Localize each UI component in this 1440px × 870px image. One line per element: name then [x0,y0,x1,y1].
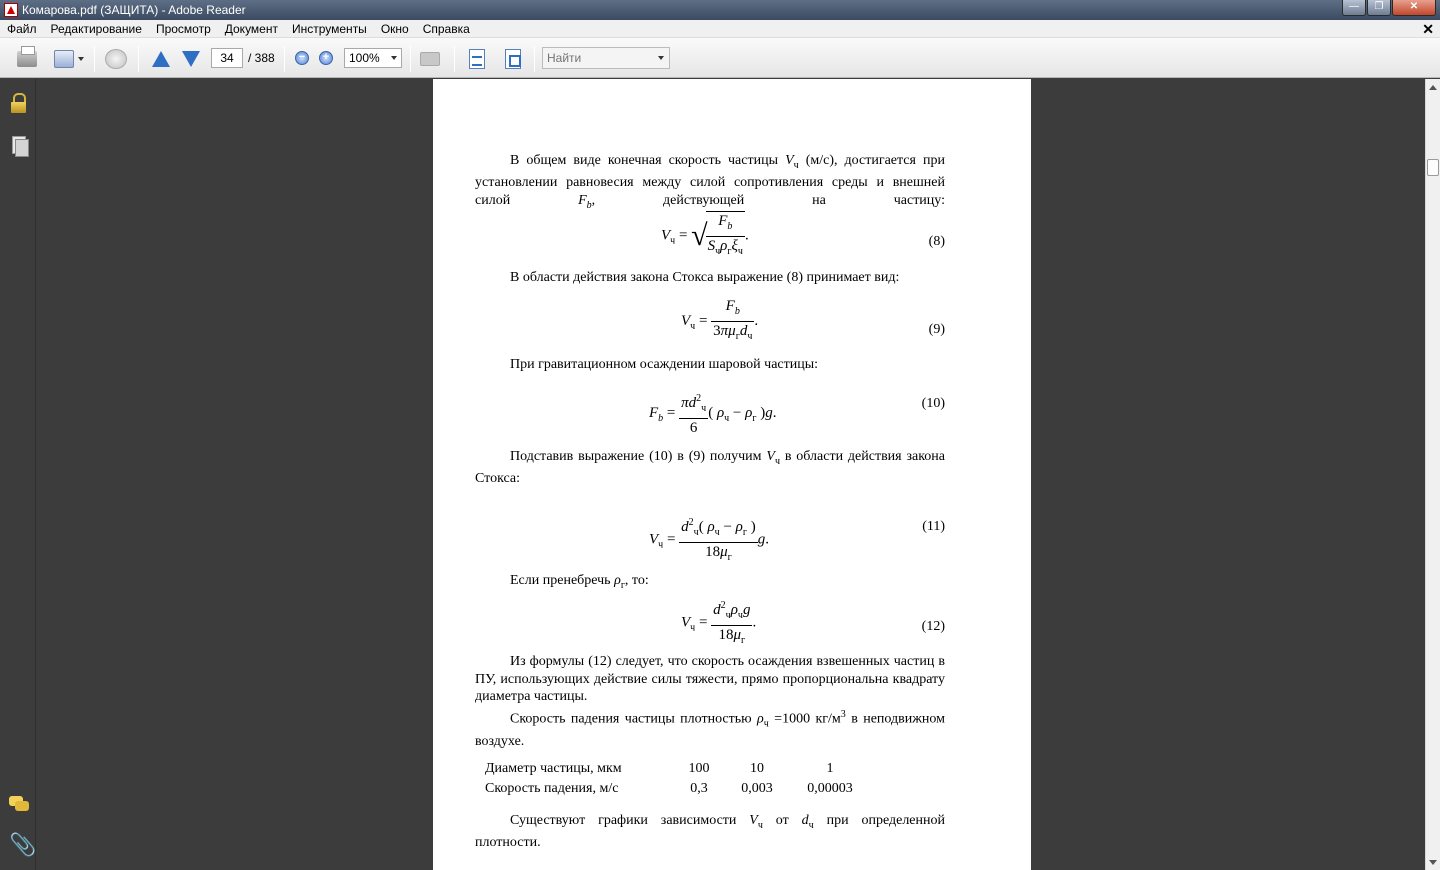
chevron-down-icon [78,57,84,61]
zoom-value: 100% [349,51,380,65]
equation-number: (11) [922,519,945,534]
chevron-down-icon [391,56,397,60]
document-viewer[interactable] [37,79,1425,870]
arrow-up-icon [152,51,170,67]
menu-file[interactable]: Файл [7,21,37,36]
toolbar-divider [534,46,535,72]
page-number-input[interactable] [211,48,243,68]
arrow-down-icon [182,51,200,67]
scroll-down-icon[interactable] [1429,860,1437,865]
equation-number: (8) [928,234,945,249]
printer-icon [17,51,37,67]
zoom-in-button[interactable]: + [319,51,333,65]
toolbar-divider [454,46,455,72]
close-document-icon[interactable]: ✕ [1422,21,1434,37]
paragraph-6: Из формулы (12) следует, что скорость осаждения взвешенных частиц в ПУ, использующих действие силы тяжести, прямо пропорциональна квадрату диаметра частицы. [475,654,945,705]
table-row: Скорость падения, м/с 0,3 0,003 0,00003 [485,781,853,796]
vertical-scrollbar[interactable] [1425,79,1440,870]
title-bar [0,0,1440,20]
navigation-panel [0,79,36,870]
scroll-up-icon[interactable] [1429,85,1437,90]
collaborate-button[interactable] [102,48,130,70]
paragraph-4: Подставив выражение (10) в (9) получим $V_ч$ в области действия закона Стокса: [475,449,946,487]
window-title: Комарова.pdf (ЗАЩИТА) - Adobe Reader [22,3,246,17]
paragraph-1: В общем виде конечная скорость частицы $V_ч$ (м/с), достигается при установлении равновесия между силой сопротивления среды и внешней силой $F_b$, действующей на частицу: [475,153,945,211]
share-icon [105,49,127,69]
adobe-reader-icon [4,3,18,17]
window-controls [1342,0,1436,16]
toolbar-divider [138,46,139,72]
menu-document[interactable]: Документ [224,21,278,36]
paragraph-5: Если пренебречь $\rho_г$, то: [510,573,649,591]
menu-tools[interactable]: Инструменты [291,21,367,36]
equation-number: (9) [928,322,945,337]
chevron-down-icon[interactable] [658,56,664,60]
comments-icon[interactable] [9,795,29,815]
fit-width-icon [505,49,521,69]
menu-bar [0,20,1440,38]
menu-edit[interactable]: Редактирование [50,21,142,36]
fall-speed-table [483,758,875,800]
close-window-button[interactable]: ✕ [1392,0,1436,16]
find-input[interactable] [543,51,658,65]
find-field[interactable] [542,47,670,69]
toolbar-divider [284,46,285,72]
paragraph-7: Скорость падения частицы плотностью $\rho_ч =1000$ $кг/м^3$ в неподвижном воздухе. [475,709,945,750]
equation-number: (10) [921,396,945,411]
zoom-out-button[interactable]: − [295,51,309,65]
table-row: Диаметр частицы, мкм 100 10 1 [485,761,834,776]
equation-9: $V_ч$ = $\frac{F_b}{3\pi\mu_гd_ч}$ . [681,298,759,342]
paragraph-8: Существуют графики зависимости $V_ч$ от $d_ч$ при определенной плотности. [475,813,945,851]
toolbar-divider [410,46,411,72]
paragraph-2: В области действия закона Стокса выражение (8) принимает вид: [510,270,900,285]
previous-page-button[interactable] [150,48,172,70]
pdf-page [433,79,1031,870]
zoom-select[interactable] [344,48,402,68]
toolbar-divider [94,46,95,72]
fit-page-button[interactable] [466,48,488,70]
lock-icon[interactable] [9,93,29,113]
attach-dropdown-button[interactable] [50,48,88,70]
page-total: / 388 [248,51,275,65]
fit-width-button[interactable] [502,48,524,70]
maximize-button[interactable]: ❐ [1367,0,1391,16]
equation-11: $V_ч$ = $\frac{d^2_ч( \rho_ч - \rho_г )}{18\mu_г}$ g. [649,513,769,567]
envelope-icon [54,50,74,68]
menu-view[interactable]: Просмотр [155,21,211,36]
snapshot-button[interactable] [418,48,442,70]
pages-icon[interactable] [9,136,29,156]
fit-page-icon [469,49,485,69]
camera-icon [420,52,440,66]
paperclip-icon[interactable]: 📎 [9,832,37,857]
equation-12: $V_ч$ = $\frac{d^2_ч\rho_чg}{18\mu_г}$ . [681,596,756,650]
paragraph-3: При гравитационном осаждении шаровой частицы: [510,357,819,372]
equation-10: $F_b$ = $\frac{\pi d^2_ч}{6}$ ( $\rho_ч - \rho_г$ )g. [649,389,776,438]
equation-8: $V_ч$ = √ $\frac{F_b}{S_ч\rho_г\xi_ч}$ . [661,211,749,261]
menu-help[interactable]: Справка [422,21,470,36]
print-button[interactable] [14,48,40,70]
next-page-button[interactable] [180,48,202,70]
minimize-button[interactable]: — [1342,0,1366,16]
scroll-thumb[interactable] [1427,159,1439,176]
equation-number: (12) [921,619,945,634]
menu-window[interactable]: Окно [380,21,409,36]
